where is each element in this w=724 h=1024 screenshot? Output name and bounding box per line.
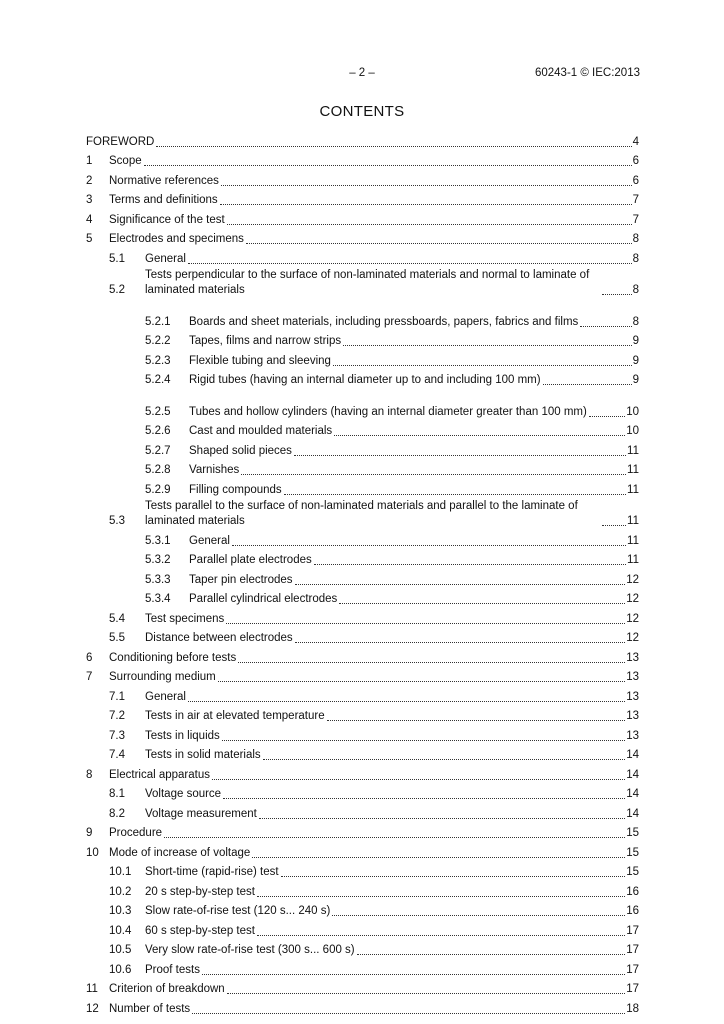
toc-entry-title: Taper pin electrodes (189, 573, 293, 586)
toc-entry-title: Number of tests (109, 1002, 191, 1015)
toc-entry-page: 8 (632, 315, 639, 328)
dot-leader (144, 165, 632, 166)
toc-entry-number: 9 (86, 827, 93, 839)
toc-entry-title: Parallel cylindrical electrodes (189, 593, 338, 605)
toc-entry-number: 10.6 (109, 963, 132, 976)
toc-entry[interactable] (86, 588, 639, 608)
toc-entry-number: 12 (86, 1002, 99, 1015)
toc-entry[interactable] (86, 298, 639, 330)
toc-entry-page: 6 (632, 174, 639, 187)
toc-entry-number: 8.2 (109, 807, 125, 820)
toc-entry[interactable] (86, 802, 639, 822)
toc-entry[interactable] (86, 150, 639, 170)
toc-entry-number: 5.2.1 (145, 315, 171, 328)
toc-entry-number: 10.2 (109, 885, 132, 898)
toc-entry[interactable] (86, 978, 639, 998)
toc-entry-page: 9 (632, 374, 639, 386)
dot-leader (232, 545, 626, 546)
toc-entry[interactable] (86, 705, 639, 725)
toc-entry[interactable] (86, 919, 639, 939)
toc-entry-number: 11 (86, 983, 98, 995)
toc-entry-page: 17 (626, 944, 639, 956)
toc-entry-number: 4 (86, 213, 93, 226)
toc-entry-title: Filling compounds (189, 483, 282, 496)
toc-entry-number: 5.2 (109, 284, 125, 296)
toc-entry-page: 12 (626, 593, 639, 605)
toc-entry-page: 11 (627, 483, 639, 496)
toc-entry[interactable] (86, 997, 639, 1017)
dot-leader (257, 896, 625, 897)
toc-entry[interactable] (86, 822, 639, 842)
toc-entry[interactable] (86, 685, 639, 705)
dot-leader (156, 146, 631, 147)
toc-entry-page: 8 (632, 233, 639, 245)
toc-entry-title: Proof tests (145, 963, 200, 976)
toc-entry[interactable] (86, 459, 639, 479)
toc-entry-title: Boards and sheet materials, including pressboards, papers, fabrics and films (189, 315, 579, 328)
toc-entry[interactable] (86, 607, 639, 627)
toc-entry-title: Electrical apparatus (109, 768, 210, 781)
toc-entry-page: 10 (626, 405, 639, 418)
toc-entry[interactable] (86, 369, 639, 389)
toc-entry-number: 7.4 (109, 749, 125, 761)
toc-entry-page: 11 (627, 554, 639, 566)
toc-entry[interactable] (86, 549, 639, 569)
toc-entry-number: 5.5 (109, 632, 125, 644)
page-title: CONTENTS (319, 103, 405, 120)
toc-entry-page: 6 (632, 155, 639, 167)
dot-leader (218, 681, 625, 682)
dot-leader (241, 474, 626, 475)
toc-entry-title: Test specimens (145, 612, 225, 625)
toc-entry-title: Significance of the test (109, 213, 225, 226)
toc-entry[interactable] (86, 130, 639, 150)
toc-entry-number: 3 (86, 194, 93, 206)
toc-entry-page: 13 (626, 729, 639, 742)
toc-entry[interactable] (86, 939, 639, 959)
dot-leader (339, 603, 625, 604)
dot-leader (227, 224, 632, 225)
toc-entry[interactable] (86, 498, 639, 530)
toc-entry-title: Tubes and hollow cylinders (having an internal diameter greater than 100 mm) (189, 405, 587, 418)
toc-entry[interactable] (86, 388, 639, 420)
toc-entry-title: Short-time (rapid-rise) test (145, 866, 279, 878)
toc-entry-page: 14 (626, 768, 639, 781)
toc-entry-title: General (189, 534, 230, 547)
toc-entry[interactable] (86, 330, 639, 350)
toc-entry[interactable] (86, 208, 639, 228)
dot-leader (334, 435, 625, 436)
dot-leader (295, 642, 626, 643)
dot-leader (602, 525, 626, 526)
toc-entry-page: 13 (626, 690, 639, 703)
dot-leader (284, 494, 626, 495)
dot-leader (252, 857, 625, 858)
dot-leader (314, 564, 626, 565)
toc-entry[interactable] (86, 267, 639, 299)
toc-entry-number: 5.2.8 (145, 464, 171, 476)
toc-entry-number: 7.2 (109, 710, 125, 722)
toc-entry[interactable] (86, 744, 639, 764)
toc-entry-title: Procedure (109, 827, 163, 839)
dot-leader (602, 294, 632, 295)
toc-entry-page: 12 (626, 632, 639, 644)
dot-leader (212, 779, 625, 780)
toc-entry-page: 9 (632, 335, 639, 347)
toc-entry-title: Conditioning before tests (109, 651, 237, 664)
toc-entry-number: 5.2.2 (145, 335, 171, 347)
toc-entry-title: Tests parallel to the surface of non-laminated materials and parallel to the laminate of laminated materials (145, 500, 578, 527)
toc-entry[interactable] (86, 228, 639, 248)
toc-entry[interactable] (86, 783, 639, 803)
toc-entry-page: 7 (632, 213, 639, 226)
toc-entry-page: 13 (626, 710, 639, 722)
toc-entry-title: Tests in liquids (145, 729, 220, 742)
toc-entry-title: Normative references (109, 174, 219, 187)
toc-entry-number: 5.3.1 (145, 534, 171, 547)
toc-entry-title: General (145, 252, 186, 265)
toc-entry-title: FOREWORD (86, 135, 155, 148)
toc-entry[interactable] (86, 349, 639, 369)
dot-leader (580, 326, 631, 327)
toc-entry-number: 7.3 (109, 729, 125, 742)
toc-entry-page: 11 (627, 464, 639, 476)
toc-entry-title: Voltage source (145, 788, 222, 800)
toc-entry-page: 8 (632, 284, 639, 296)
toc-entry-title: General (145, 690, 186, 703)
toc-entry[interactable] (86, 169, 639, 189)
toc-entry-page: 15 (626, 846, 639, 859)
dot-leader (589, 416, 625, 417)
toc-entry-number: 5.2.5 (145, 405, 171, 418)
dot-leader (192, 1013, 625, 1014)
dot-leader (263, 759, 626, 760)
dot-leader (357, 954, 626, 955)
toc-entry-number: 7.1 (109, 690, 125, 703)
standard-reference: 60243-1 © IEC:2013 (534, 67, 640, 79)
toc-entry-page: 11 (627, 444, 639, 457)
toc-entry-page: 17 (626, 963, 639, 976)
dot-leader (327, 720, 626, 721)
toc-entry-page: 10 (626, 425, 639, 437)
toc-entry-page: 9 (632, 354, 639, 367)
toc-entry-number: 5.3.2 (145, 554, 171, 566)
toc-entry-title: Cast and moulded materials (189, 425, 333, 437)
toc-entry-page: 11 (627, 534, 639, 547)
dot-leader (257, 935, 625, 936)
toc-entry-title: Tests perpendicular to the surface of non-laminated materials and normal to laminate of laminated materials (145, 269, 590, 296)
toc-entry-page: 17 (626, 924, 639, 937)
toc-entry-number: 6 (86, 651, 93, 664)
toc-entry[interactable] (86, 189, 639, 209)
toc-entry[interactable] (86, 568, 639, 588)
toc-entry-title: 20 s step-by-step test (145, 885, 255, 898)
toc-entry-page: 7 (632, 194, 639, 206)
toc-entry[interactable] (86, 763, 639, 783)
toc-entry-page: 16 (626, 885, 639, 898)
toc-entry[interactable] (86, 880, 639, 900)
dot-leader (246, 243, 632, 244)
dot-leader (259, 818, 625, 819)
toc-entry-page: 16 (626, 905, 639, 917)
toc-entry-number: 5.3.4 (145, 593, 171, 605)
dot-leader (188, 701, 625, 702)
toc-entry-number: 7 (86, 671, 93, 683)
dot-leader (223, 798, 625, 799)
toc-entry-number: 5.2.9 (145, 483, 171, 496)
dot-leader (281, 876, 626, 877)
dot-leader (332, 915, 625, 916)
dot-leader (202, 974, 625, 975)
dot-leader (295, 584, 626, 585)
toc-entry[interactable] (86, 646, 639, 666)
toc-entry-title: Tests in air at elevated temperature (145, 710, 325, 722)
toc-entry-number: 10.1 (109, 866, 132, 878)
toc-entry-title: Flexible tubing and sleeving (189, 354, 331, 367)
toc-entry[interactable] (86, 900, 639, 920)
toc-entry[interactable] (86, 420, 639, 440)
toc-entry-title: Tapes, films and narrow strips (189, 335, 342, 347)
toc-entry-title: Electrodes and specimens (109, 233, 244, 245)
toc-entry-page: 12 (626, 573, 639, 586)
toc-entry-number: 10.3 (109, 905, 132, 917)
toc-entry[interactable] (86, 724, 639, 744)
toc-entry-page: 14 (626, 749, 639, 761)
toc-entry-page: 14 (626, 788, 639, 800)
toc-entry-title: Rigid tubes (having an internal diameter up to and including 100 mm) (189, 374, 541, 386)
toc-entry-title: Criterion of breakdown (109, 983, 225, 995)
toc-entry-title: Parallel plate electrodes (189, 554, 312, 566)
toc-entry-title: Varnishes (189, 464, 240, 476)
toc-entry-page: 15 (626, 827, 639, 839)
toc-entry-number: 5.2.3 (145, 354, 171, 367)
toc-entry-page: 17 (626, 983, 639, 995)
toc-entry-title: Scope (109, 155, 142, 167)
toc-entry-title: Distance between electrodes (145, 632, 293, 644)
toc-entry-number: 10.4 (109, 924, 132, 937)
toc-entry-title: Shaped solid pieces (189, 444, 292, 457)
toc-entry-title: Voltage measurement (145, 807, 257, 820)
toc-entry-number: 5.2.7 (145, 444, 171, 457)
dot-leader (188, 263, 632, 264)
dot-leader (226, 623, 625, 624)
toc-entry-page: 4 (632, 135, 639, 148)
toc-entry-number: 5.2.4 (145, 374, 171, 386)
dot-leader (227, 993, 626, 994)
toc-entry-title: Very slow rate-of-rise test (300 s... 600 s) (145, 944, 355, 956)
dot-leader (333, 365, 632, 366)
dot-leader (220, 204, 632, 205)
page-number: – 2 – (349, 67, 375, 79)
toc-entry-number: 5.4 (109, 612, 125, 625)
toc-entry[interactable] (86, 439, 639, 459)
dot-leader (164, 837, 625, 838)
toc-entry-number: 5.3.3 (145, 573, 171, 586)
toc-entry-number: 8.1 (109, 788, 125, 800)
toc-entry-number: 10.5 (109, 944, 132, 956)
toc-entry-page: 14 (626, 807, 639, 820)
toc-entry[interactable] (86, 958, 639, 978)
toc-entry[interactable] (86, 627, 639, 647)
toc-entry-page: 12 (626, 612, 639, 625)
toc-entry-number: 1 (86, 155, 93, 167)
toc-entry-page: 15 (626, 866, 639, 878)
toc-entry[interactable] (86, 861, 639, 881)
toc-entry[interactable] (86, 666, 639, 686)
toc-entry-number: 10 (86, 846, 99, 859)
toc-entry[interactable] (86, 478, 639, 498)
toc-entry[interactable] (86, 529, 639, 549)
toc-entry-number: 5.2.6 (145, 425, 171, 437)
toc-entry-number: 2 (86, 174, 93, 187)
table-of-contents (86, 130, 639, 1017)
dot-leader (543, 384, 632, 385)
toc-entry-title: Tests in solid materials (145, 749, 261, 761)
toc-entry-page: 13 (626, 651, 639, 664)
toc-entry-number: 8 (86, 768, 93, 781)
toc-entry-number: 5.3 (109, 515, 125, 527)
toc-entry-number: 5.1 (109, 252, 125, 265)
toc-entry-page: 13 (626, 671, 639, 683)
toc-entry-page: 18 (626, 1002, 639, 1015)
toc-entry-title: Mode of increase of voltage (109, 846, 251, 859)
toc-entry[interactable] (86, 247, 639, 267)
dot-leader (222, 740, 625, 741)
dot-leader (238, 662, 625, 663)
dot-leader (294, 455, 626, 456)
toc-entry-page: 11 (627, 515, 639, 527)
toc-entry[interactable] (86, 841, 639, 861)
dot-leader (343, 345, 631, 346)
toc-entry-title: Surrounding medium (109, 671, 216, 683)
toc-entry-title: Slow rate-of-rise test (120 s... 240 s) (145, 905, 331, 917)
toc-entry-number: 5 (86, 233, 93, 245)
dot-leader (221, 185, 632, 186)
toc-entry-page: 8 (632, 252, 639, 265)
toc-entry-title: Terms and definitions (109, 194, 218, 206)
toc-entry-title: 60 s step-by-step test (145, 924, 255, 937)
